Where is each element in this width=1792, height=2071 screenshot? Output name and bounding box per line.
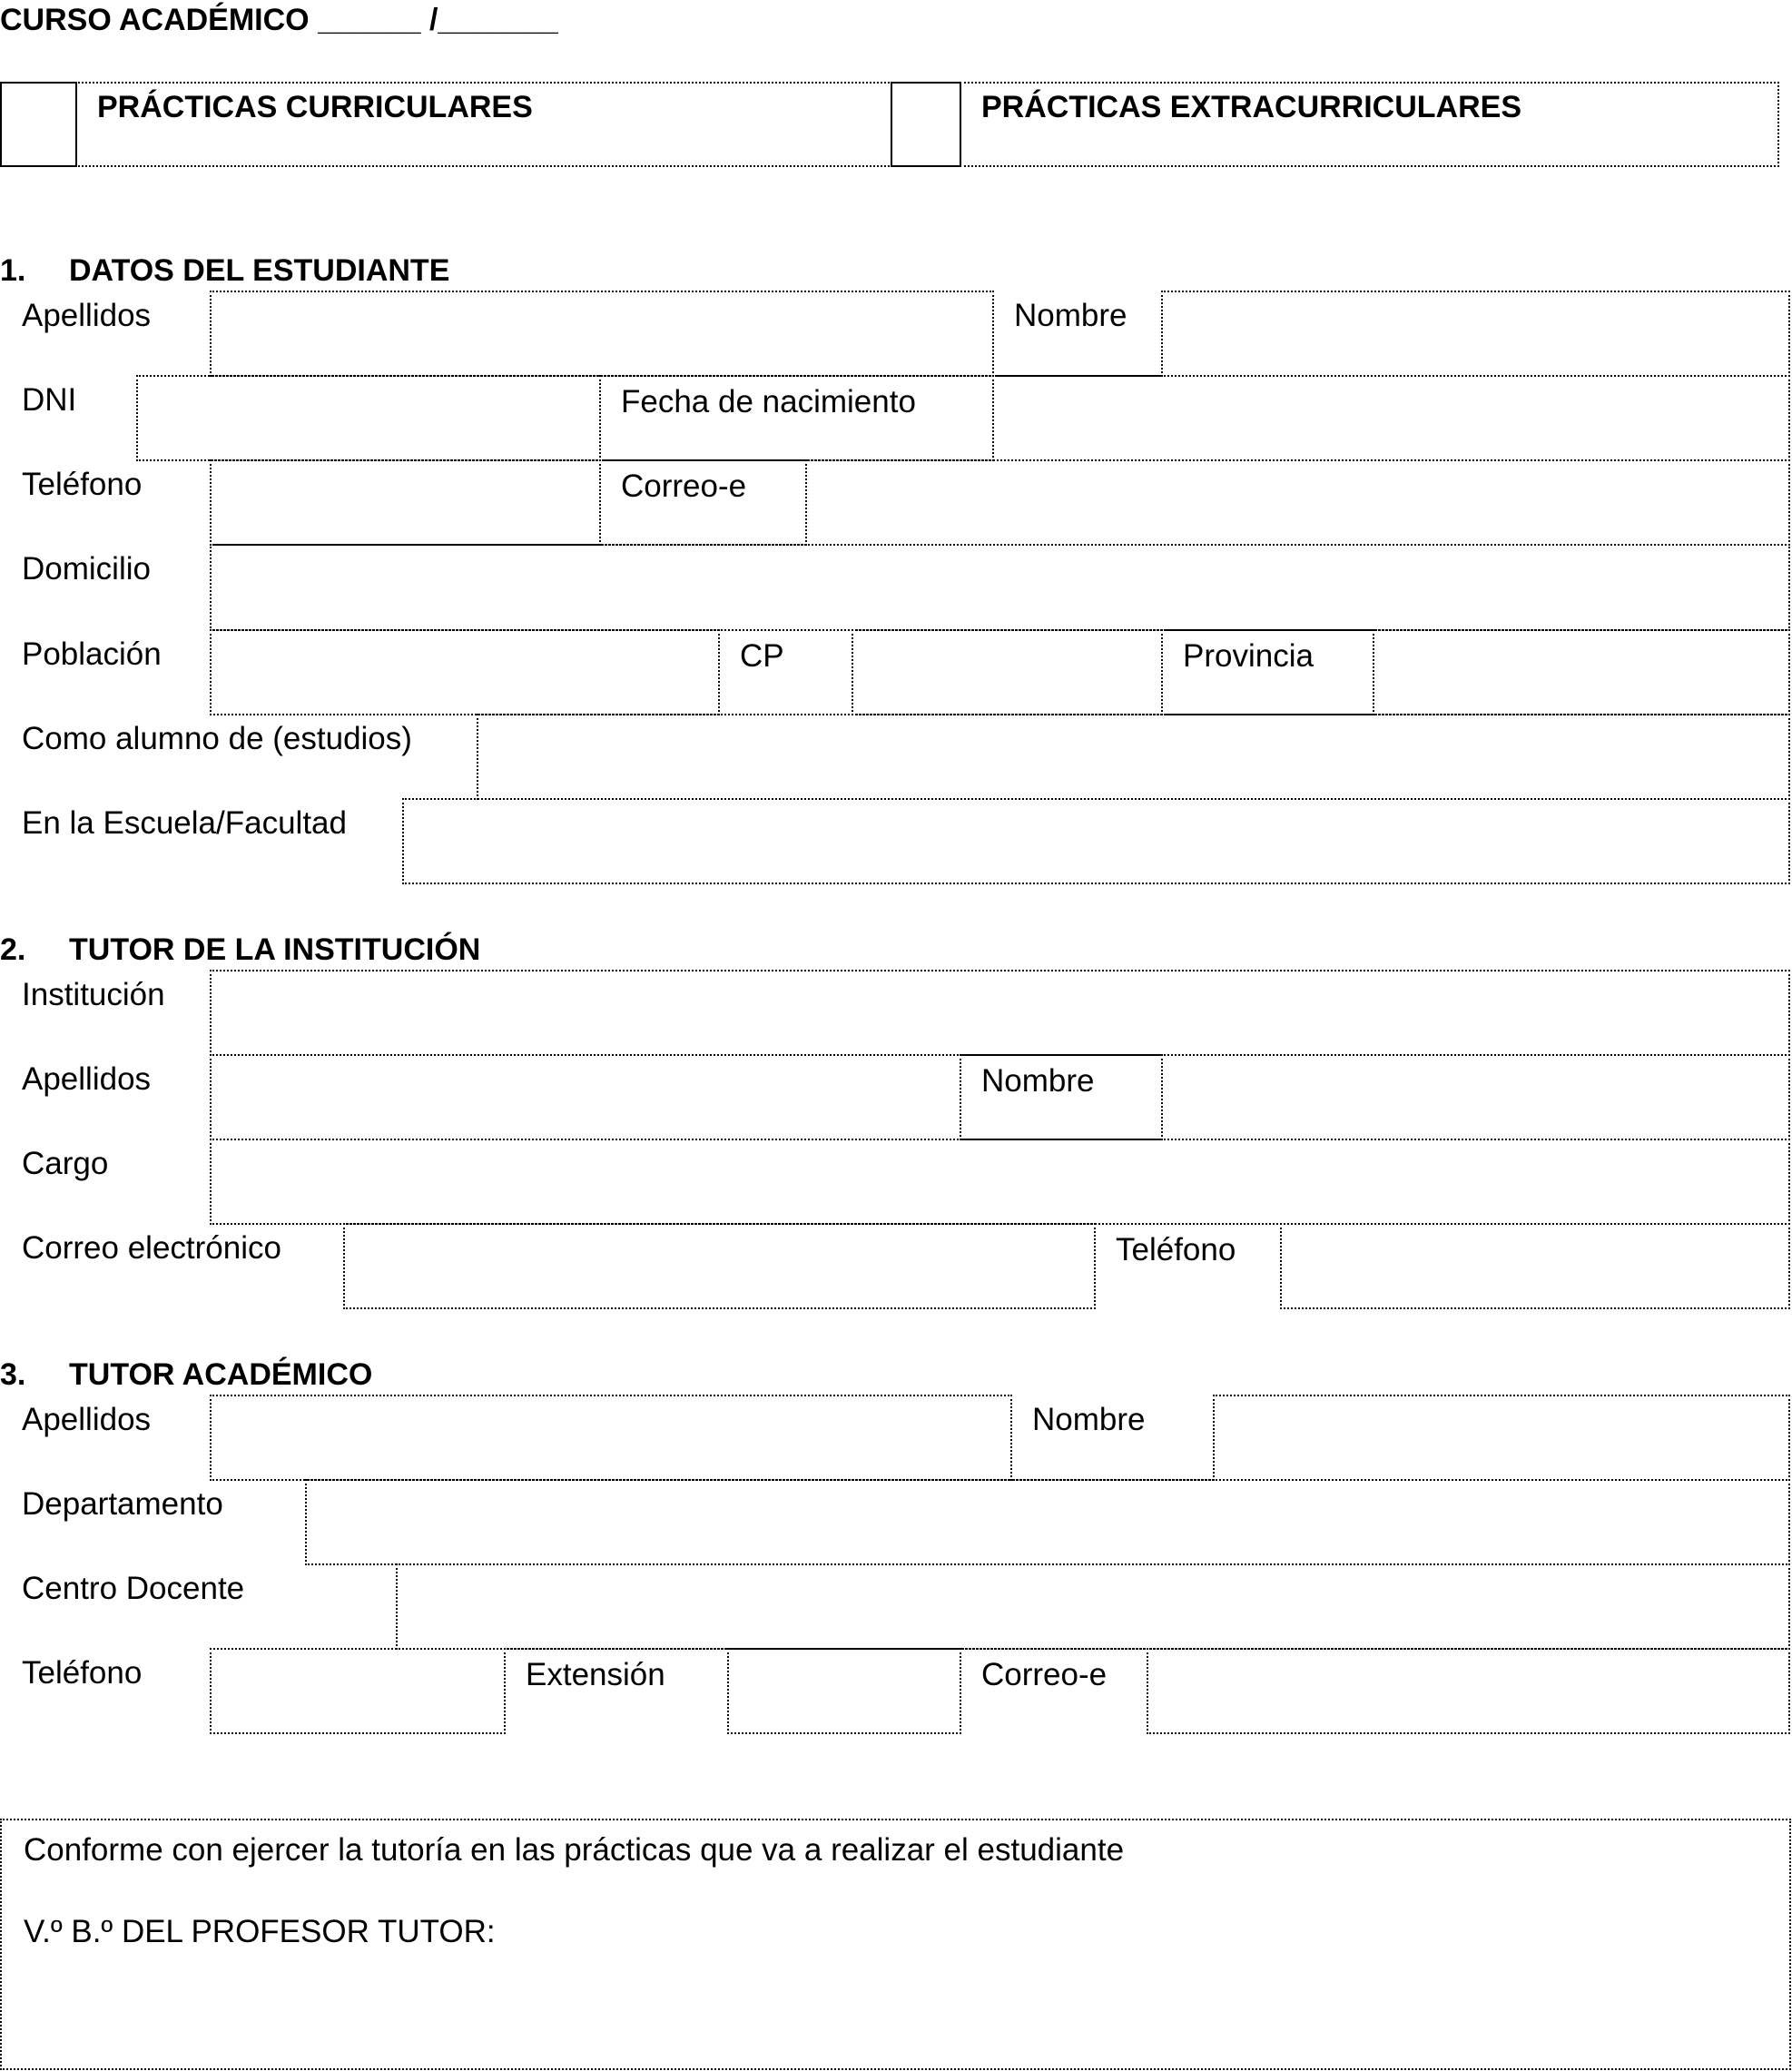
student-postcode-label: CP: [718, 629, 853, 715]
student-city-field[interactable]: [210, 629, 720, 715]
academic-year-title: [0, 0, 558, 40]
student-studies-field[interactable]: [477, 714, 1790, 800]
acad-tutor-extension-field[interactable]: [727, 1648, 961, 1734]
curricular-option-label: PRÁCTICAS CURRICULARES: [75, 82, 892, 167]
extracurricular-checkbox[interactable]: [891, 82, 961, 167]
student-postcode-field[interactable]: [852, 629, 1163, 715]
academic-year-start-blank[interactable]: ______: [318, 3, 421, 37]
inst-tutor-name-field[interactable]: [1161, 1054, 1790, 1140]
academic-year-end-blank[interactable]: _______: [438, 3, 558, 37]
signature-label: V.º B.º DEL PROFESOR TUTOR:: [24, 1914, 496, 1949]
student-email-field[interactable]: [805, 459, 1790, 546]
section-heading-institution-tutor: [0, 932, 480, 968]
inst-tutor-position-field[interactable]: [210, 1139, 1790, 1225]
acad-tutor-department-field[interactable]: [305, 1479, 1790, 1565]
section-title: DATOS DEL ESTUDIANTE: [69, 253, 450, 288]
student-school-label: En la Escuela/Facultad: [22, 805, 347, 841]
section-title: TUTOR ACADÉMICO: [69, 1357, 373, 1392]
inst-tutor-name-label: Nombre: [960, 1054, 1163, 1140]
inst-tutor-position-label: Cargo: [22, 1146, 109, 1181]
academic-year-separator: /: [429, 3, 438, 37]
student-studies-label: Como alumno de (estudios): [22, 721, 412, 756]
acad-tutor-center-label: Centro Docente: [22, 1571, 245, 1606]
student-name-field[interactable]: [1161, 291, 1790, 377]
acad-tutor-extension-label: Extensión: [504, 1648, 729, 1734]
acad-tutor-department-label: Departamento: [22, 1486, 223, 1522]
acad-tutor-surname-field[interactable]: [210, 1395, 1012, 1481]
student-province-label: Provincia: [1161, 629, 1374, 715]
tutor-approval-box[interactable]: [0, 1819, 1791, 2070]
spacer: [24, 1870, 1789, 1911]
student-surname-label: Apellidos: [22, 298, 152, 333]
student-address-field[interactable]: [210, 544, 1790, 631]
acad-tutor-phone-label: Teléfono: [22, 1655, 143, 1691]
section-number: 2.: [0, 932, 26, 967]
student-address-label: Domicilio: [22, 551, 151, 587]
inst-tutor-email-label: Correo electrónico: [22, 1230, 281, 1266]
acad-tutor-name-label: Nombre: [1010, 1395, 1215, 1481]
acad-tutor-phone-field[interactable]: [210, 1648, 506, 1734]
student-birthdate-label: Fecha de nacimiento: [599, 375, 994, 461]
student-city-label: Población: [22, 636, 162, 672]
acad-tutor-surname-label: Apellidos: [22, 1402, 152, 1437]
extracurricular-option-label: PRÁCTICAS EXTRACURRICULARES: [960, 82, 1779, 167]
inst-tutor-phone-field[interactable]: [1280, 1223, 1790, 1309]
section-number: 3.: [0, 1357, 26, 1392]
acad-tutor-email-field[interactable]: [1147, 1648, 1790, 1734]
student-school-field[interactable]: [402, 798, 1790, 884]
student-birthdate-field[interactable]: [992, 375, 1790, 461]
student-phone-field[interactable]: [210, 459, 601, 546]
student-email-label: Correo-e: [599, 459, 807, 546]
academic-year-label: CURSO ACADÉMICO: [0, 3, 310, 37]
acad-tutor-center-field[interactable]: [396, 1563, 1790, 1650]
acad-tutor-email-label: Correo-e: [960, 1648, 1148, 1734]
inst-tutor-institution-label: Institución: [22, 977, 165, 1012]
student-dni-label: DNI: [22, 382, 77, 418]
student-surname-field[interactable]: [210, 291, 994, 377]
inst-tutor-institution-field[interactable]: [210, 970, 1790, 1056]
section-title: TUTOR DE LA INSTITUCIÓN: [69, 932, 481, 967]
approval-statement: Conforme con ejercer la tutoría en las prácticas que va a realizar el estudiante: [24, 1832, 1125, 1868]
section-heading-academic-tutor: [0, 1356, 372, 1393]
acad-tutor-name-field[interactable]: [1213, 1395, 1790, 1481]
curricular-checkbox[interactable]: [0, 82, 77, 167]
student-name-label: Nombre: [992, 291, 1163, 377]
student-province-field[interactable]: [1373, 629, 1790, 715]
section-heading-student: [0, 252, 449, 289]
student-phone-label: Teléfono: [22, 467, 143, 502]
section-number: 1.: [0, 253, 26, 288]
inst-tutor-surname-field[interactable]: [210, 1054, 961, 1140]
inst-tutor-phone-label: Teléfono: [1094, 1223, 1282, 1309]
inst-tutor-email-field[interactable]: [343, 1223, 1096, 1309]
inst-tutor-surname-label: Apellidos: [22, 1061, 152, 1097]
student-dni-field[interactable]: [136, 375, 601, 461]
